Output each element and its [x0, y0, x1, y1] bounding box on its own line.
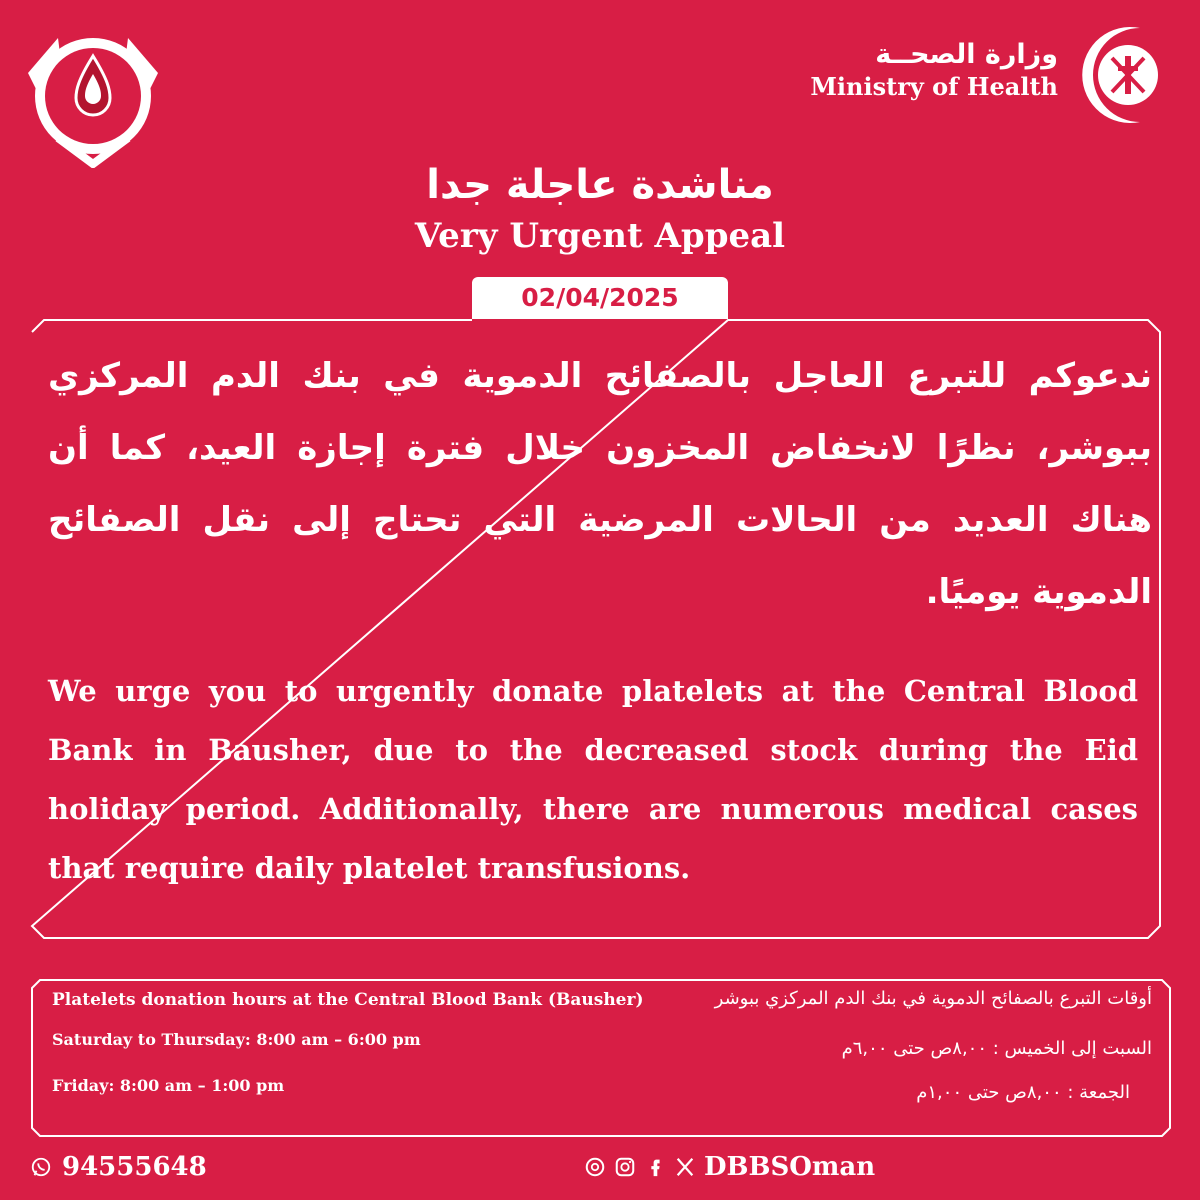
phone-number[interactable]: 94555648: [62, 1152, 207, 1182]
x-icon[interactable]: [674, 1156, 696, 1178]
title-arabic: مناشدة عاجلة جدا: [426, 162, 774, 208]
instagram-icon[interactable]: [614, 1156, 636, 1178]
threads-icon[interactable]: [584, 1156, 606, 1178]
appeal-text-arabic: ندعوكم للتبرع العاجل بالصفائح الدموية في بنك الدم المركزي ببوشر، نظرًا لانخفاض المخزون خلال فترة إجازة العيد، كما أن هناك العديد من الحالات المرضية التي تحتاج إلى نقل الصفائح الدموية يوميًا.: [48, 356, 1152, 612]
hours-weekdays-arabic: السبت إلى الخميس : ٨,٠٠ص حتى ٦,٠٠م: [841, 1038, 1152, 1059]
footer-phone[interactable]: [30, 1152, 207, 1182]
hours-title-english: Platelets donation hours at the Central Blood Bank (Bausher): [52, 990, 644, 1010]
facebook-icon[interactable]: [644, 1156, 666, 1178]
appeal-text-english: We urge you to urgently donate platelets at the Central Blood Bank in Bausher, due to the decreased stock during the Eid holiday period. Additionally, there are numerous medical cases that require daily platelet transfusions.: [48, 674, 1138, 885]
ministry-name: [810, 40, 1058, 101]
blood-bank-logo: [18, 18, 168, 168]
ministry-emblem-icon: [1070, 20, 1180, 130]
whatsapp-icon: [30, 1156, 52, 1178]
ministry-name-ar: وزارة الصحــة: [875, 39, 1058, 70]
hours-weekdays-english: Saturday to Thursday: 8:00 am – 6:00 pm: [52, 1030, 421, 1049]
social-handle[interactable]: DBBSOman: [704, 1152, 876, 1182]
title-english: Very Urgent Appeal: [414, 216, 786, 256]
ministry-name-en: Ministry of Health: [810, 71, 1058, 101]
hours-title-arabic: أوقات التبرع بالصفائح الدموية في بنك الدم المركزي ببوشر: [714, 988, 1152, 1009]
footer-social[interactable]: [584, 1152, 875, 1182]
hours-friday-english: Friday: 8:00 am – 1:00 pm: [52, 1076, 285, 1095]
hours-friday-arabic: الجمعة : ٨,٠٠ص حتى ١,٠٠م: [916, 1082, 1130, 1103]
date-badge: 02/04/2025: [472, 277, 728, 319]
